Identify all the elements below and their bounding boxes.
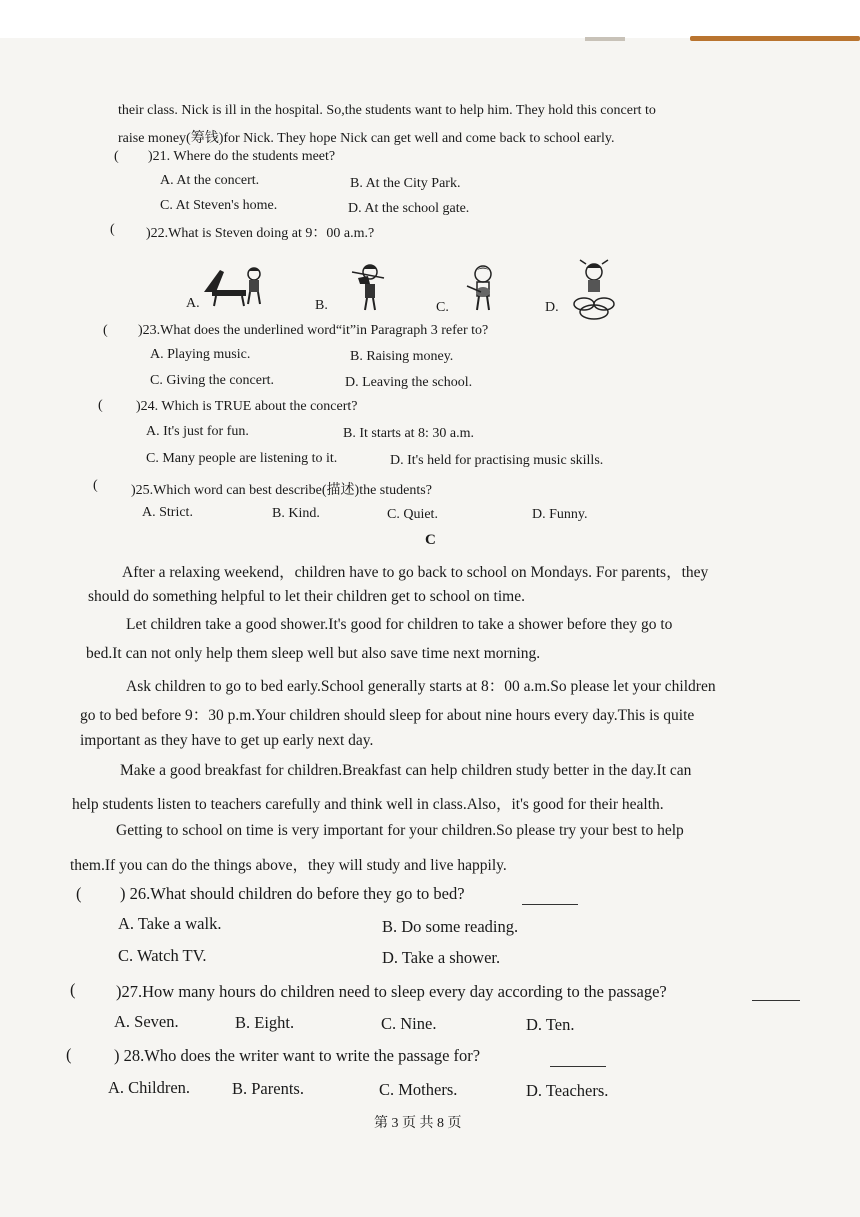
q22-paren: (	[110, 222, 115, 237]
q28-stem: ) 28.Who does the writer want to write the passage for?	[114, 1046, 481, 1065]
violin-player-picture	[348, 262, 388, 312]
q22-option-b: B.	[315, 298, 328, 313]
q23-option-c: C. Giving the concert.	[150, 373, 275, 388]
q27-stem: )27.How many hours do children need to sleep every day according to the passage?	[116, 982, 667, 1001]
q23-option-d: D. Leaving the school.	[345, 375, 473, 390]
q25-option-b: B. Kind.	[272, 506, 320, 521]
q27-paren: (	[70, 980, 76, 999]
q21-paren: (	[114, 149, 119, 164]
q21-stem: )21. Where do the students meet?	[148, 149, 336, 164]
q26-stem: ) 26.What should children do before they go to bed?	[120, 884, 465, 903]
q28-option-a: A. Children.	[108, 1078, 191, 1097]
q24-option-a: A. It's just for fun.	[146, 424, 249, 439]
section-c-p3-line-2: go to bed before 9：30 p.m.Your children should sleep for about nine hours every day.This is quite	[80, 707, 695, 724]
q27-option-a: A. Seven.	[114, 1012, 179, 1031]
q28-answer-blank[interactable]	[550, 1066, 606, 1067]
q24-option-d: D. It's held for practising music skills.	[390, 453, 604, 468]
q23-option-a: A. Playing music.	[150, 347, 251, 362]
q24-option-b: B. It starts at 8: 30 a.m.	[343, 426, 475, 441]
section-c-p5-line-1: Getting to school on time is very important for your children.So please try your best to help	[116, 822, 684, 839]
q22-stem: )22.What is Steven doing at 9：00 a.m.?	[146, 226, 375, 241]
q28-option-c: C. Mothers.	[379, 1080, 458, 1099]
section-c-p4-line-2: help students listen to teachers carefully and think well in class.Also，it's good for their health.	[72, 796, 664, 813]
page-edge-mark	[585, 37, 625, 41]
q22-option-a: A.	[186, 296, 200, 311]
guitar-player-picture	[463, 264, 503, 312]
page-number: 第 3 页 共 8 页	[374, 1116, 462, 1131]
q25-paren: (	[93, 478, 98, 493]
q23-paren: (	[103, 323, 108, 338]
q21-option-a: A. At the concert.	[160, 173, 260, 188]
section-c-p1-line-1: After a relaxing weekend，children have to go back to school on Mondays. For parents，they	[122, 564, 709, 581]
q23-option-b: B. Raising money.	[350, 349, 454, 364]
q28-option-b: B. Parents.	[232, 1079, 304, 1098]
q27-option-c: C. Nine.	[381, 1014, 437, 1033]
passage-b-line-2: raise money(筹钱)for Nick. They hope Nick can get well and come back to school early.	[118, 131, 615, 146]
section-c-heading: C	[425, 532, 436, 548]
section-c-p2-line-2: bed.It can not only help them sleep well but also save time next morning.	[86, 645, 541, 662]
q27-option-d: D. Ten.	[526, 1015, 575, 1034]
q27-option-b: B. Eight.	[235, 1013, 295, 1032]
q21-option-b: B. At the City Park.	[350, 176, 461, 191]
q24-option-c: C. Many people are listening to it.	[146, 451, 338, 466]
q24-stem: )24. Which is TRUE about the concert?	[136, 399, 358, 414]
q28-option-d: D. Teachers.	[526, 1081, 609, 1100]
q22-option-d: D.	[545, 300, 559, 315]
section-c-p5-line-2: them.If you can do the things above，they will study and live happily.	[70, 857, 507, 874]
q25-option-c: C. Quiet.	[387, 507, 438, 522]
page-edge-stripe	[690, 36, 860, 41]
q28-paren: (	[66, 1045, 72, 1064]
section-c-p3-line-1: Ask children to go to bed early.School generally starts at 8：00 a.m.So please let your children	[126, 678, 716, 695]
q26-option-d: D. Take a shower.	[382, 948, 501, 967]
q21-option-d: D. At the school gate.	[348, 201, 470, 216]
section-c-p2-line-1: Let children take a good shower.It's good for children to take a shower before they go to	[126, 616, 673, 633]
section-c-p3-line-3: important as they have to get up early next day.	[80, 732, 374, 749]
q26-paren: (	[76, 884, 82, 903]
q25-option-d: D. Funny.	[532, 507, 588, 522]
q27-answer-blank[interactable]	[752, 1000, 800, 1001]
q25-option-a: A. Strict.	[142, 505, 193, 520]
section-c-p1-line-2: should do something helpful to let their children get to school on time.	[88, 588, 525, 605]
q21-option-c: C. At Steven's home.	[160, 198, 278, 213]
q26-option-a: A. Take a walk.	[118, 914, 222, 933]
drummer-picture	[568, 258, 620, 322]
passage-b-line-1: their class. Nick is ill in the hospital. So,the students want to help him. They hold this concert to	[118, 103, 656, 118]
q26-option-b: B. Do some reading.	[382, 917, 519, 936]
q26-option-c: C. Watch TV.	[118, 946, 207, 965]
piano-player-picture	[202, 266, 264, 308]
q23-stem: )23.What does the underlined word“it”in Paragraph 3 refer to?	[138, 323, 489, 338]
q25-stem: )25.Which word can best describe(描述)the students?	[131, 483, 432, 498]
q24-paren: (	[98, 398, 103, 413]
section-c-p4-line-1: Make a good breakfast for children.Breakfast can help children study better in the day.It can	[120, 762, 692, 779]
q22-option-c: C.	[436, 300, 449, 315]
q26-answer-blank[interactable]	[522, 904, 578, 905]
